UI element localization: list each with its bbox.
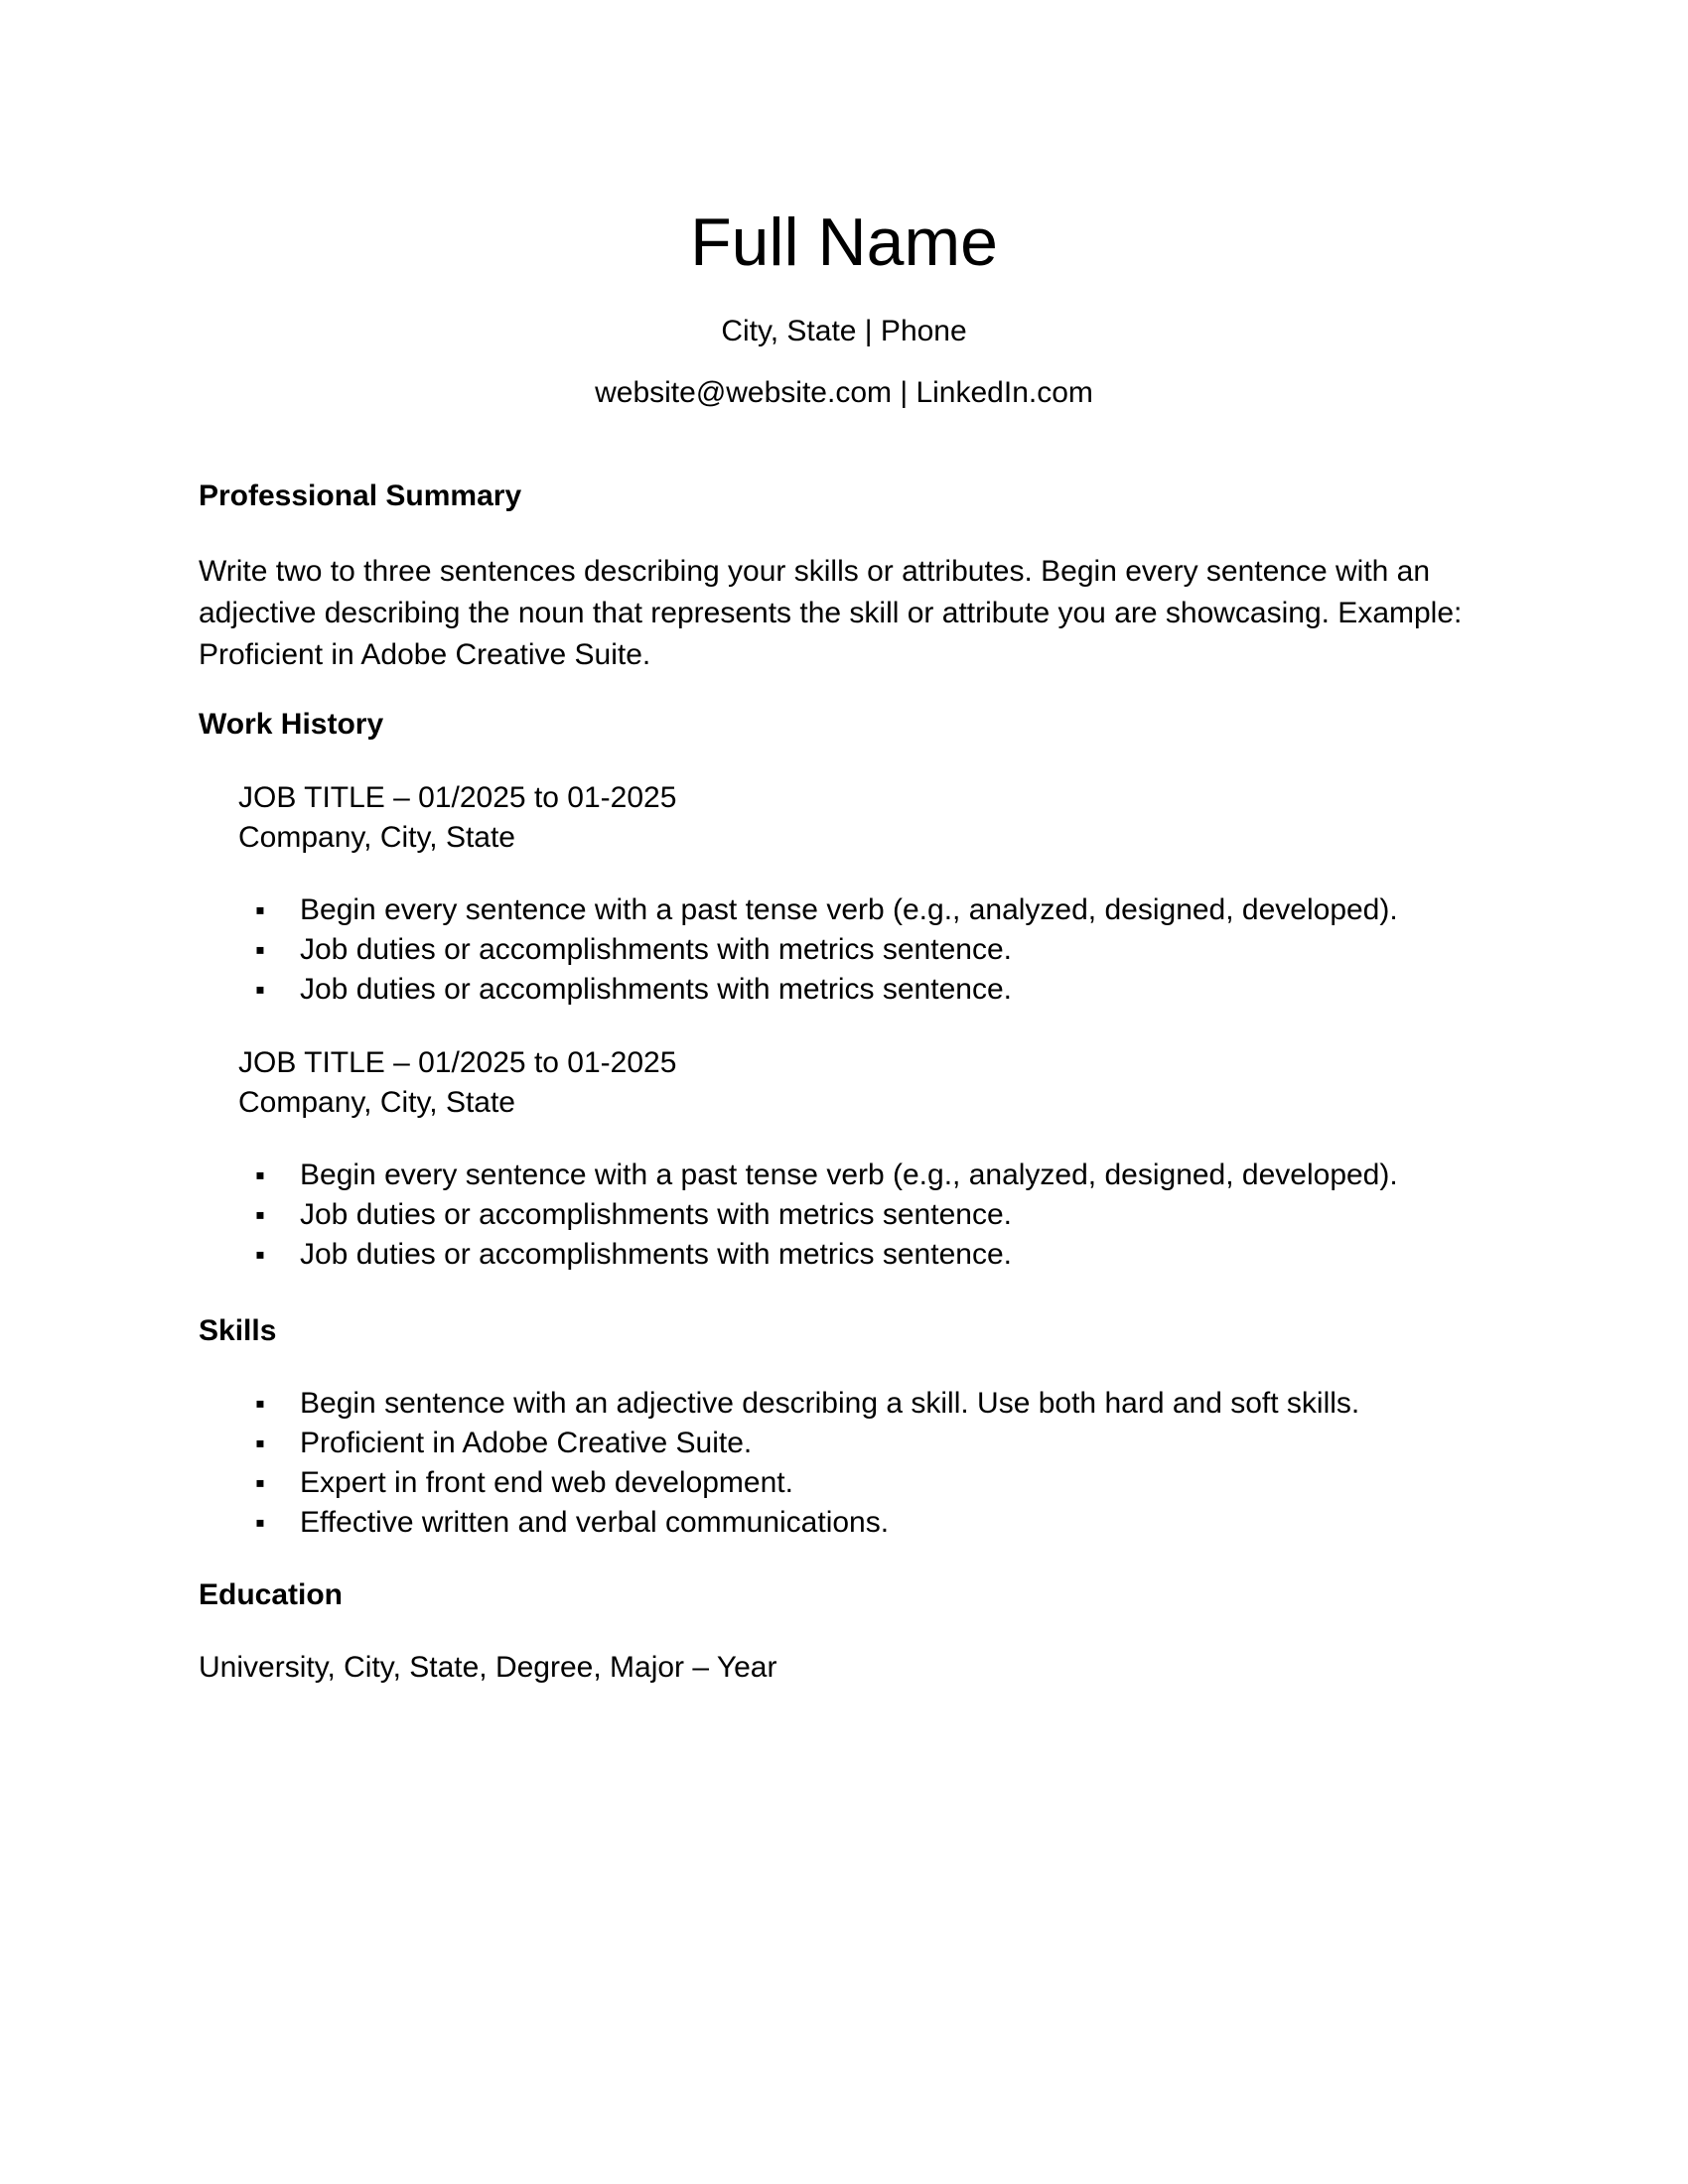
skill-bullet-text: Expert in front end web development.	[300, 1466, 793, 1499]
job-entry-2-company: Company, City, State	[238, 1086, 515, 1119]
list-item	[199, 1235, 1489, 1275]
job-entry-2-bullet-text: Job duties or accomplishments with metrics sentence.	[300, 1198, 1012, 1231]
job-entry-2-title: JOB TITLE – 01/2025 to 01-2025	[238, 1046, 677, 1079]
bullet-square-icon: ▪	[255, 934, 265, 965]
list-item	[199, 1156, 1489, 1195]
job-entry-1-bullet-text: Begin every sentence with a past tense verb (e.g., analyzed, designed, developed).	[300, 893, 1398, 926]
resume-full-name: Full Name	[690, 205, 998, 280]
bullet-square-icon: ▪	[255, 1160, 265, 1190]
list-item	[199, 1384, 1489, 1424]
job-entry-1-header	[238, 778, 1489, 858]
job-entry-2-bullet-text: Begin every sentence with a past tense verb (e.g., analyzed, designed, developed).	[300, 1159, 1398, 1191]
job-entry-2-bullet-list	[199, 1156, 1489, 1275]
list-item	[199, 890, 1489, 930]
bullet-square-icon: ▪	[255, 894, 265, 925]
job-entry-2-bullet-text: Job duties or accomplishments with metrics sentence.	[300, 1238, 1012, 1271]
education-university-line: University, City, State, Degree, Major – Year	[199, 1651, 777, 1684]
bullet-square-icon: ▪	[255, 1199, 265, 1230]
list-item	[199, 970, 1489, 1010]
list-item	[199, 1195, 1489, 1235]
list-item	[199, 1424, 1489, 1463]
job-entry-1-bullet-list	[199, 890, 1489, 1010]
job-entry-1-bullet-text: Job duties or accomplishments with metrics sentence.	[300, 973, 1012, 1006]
skill-bullet-text: Effective written and verbal communications.	[300, 1506, 890, 1539]
bullet-square-icon: ▪	[255, 1467, 265, 1498]
bullet-square-icon: ▪	[255, 1239, 265, 1270]
bullet-square-icon: ▪	[255, 1507, 265, 1538]
bullet-square-icon: ▪	[255, 1388, 265, 1419]
job-entry-1-bullet-text: Job duties or accomplishments with metrics sentence.	[300, 933, 1012, 966]
list-item	[199, 1503, 1489, 1543]
job-entry-1-title: JOB TITLE – 01/2025 to 01-2025	[238, 781, 677, 814]
bullet-square-icon: ▪	[255, 974, 265, 1005]
summary-section-heading: Professional Summary	[199, 479, 522, 512]
skills-bullet-list	[199, 1384, 1489, 1543]
work-history-section-heading: Work History	[199, 708, 384, 741]
bullet-square-icon: ▪	[255, 1428, 265, 1458]
contact-email-linkedin: website@website.com | LinkedIn.com	[595, 376, 1093, 409]
job-entry-1-company: Company, City, State	[238, 821, 515, 854]
list-item	[199, 1463, 1489, 1503]
contact-city-state-phone: City, State | Phone	[721, 315, 967, 347]
skill-bullet-text: Begin sentence with an adjective describing a skill. Use both hard and soft skills.	[300, 1387, 1360, 1420]
skill-bullet-text: Proficient in Adobe Creative Suite.	[300, 1427, 753, 1459]
skills-section-heading: Skills	[199, 1314, 277, 1347]
job-entry-2-header	[238, 1043, 1489, 1123]
summary-paragraph: Write two to three sentences describing your skills or attributes. Begin every sentence with an adjective describing the noun that represents the skill or attribute you are showcasing. Example: Proficient in Adobe Creative Suite.	[199, 555, 1463, 671]
education-section-heading: Education	[199, 1578, 344, 1611]
list-item	[199, 930, 1489, 970]
